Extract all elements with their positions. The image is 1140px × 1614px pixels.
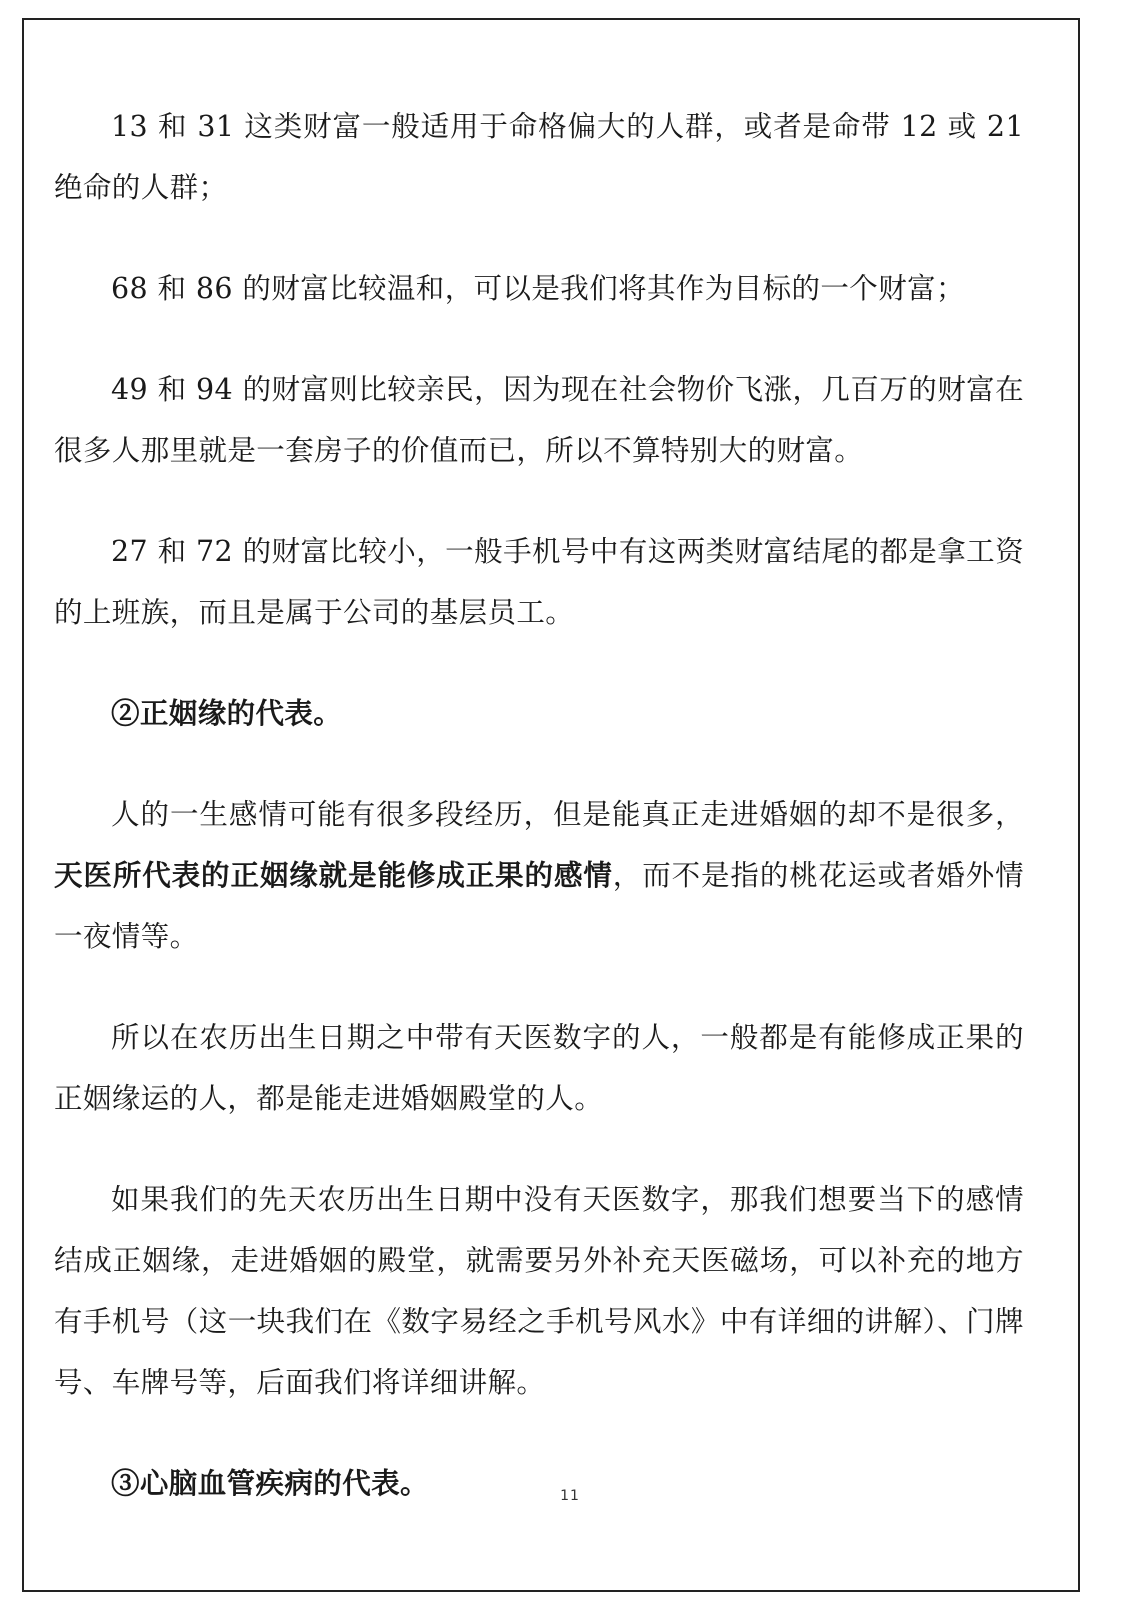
document-body: [54, 96, 1024, 1554]
paragraph-marriage-text-before: 人的一生感情可能有很多段经历，但是能真正走进婚姻的却不是很多，: [111, 798, 1024, 831]
paragraph-marriage: [54, 784, 1024, 967]
paragraph-wealth-49-94: 49 和 94 的财富则比较亲民，因为现在社会物价飞涨，几百万的财富在很多人那里就是一套房子的价值而已，所以不算特别大的财富。: [54, 373, 1024, 467]
paragraph-marriage-text-after: ，而不是指的桃花运或者婚外情一夜情等。: [54, 859, 1024, 953]
paragraph-wealth-27-72: 27 和 72 的财富比较小，一般手机号中有这两类财富结尾的都是拿工资的上班族，而且是属于公司的基层员工。: [54, 535, 1024, 629]
section-heading-marriage: ②正姻缘的代表。: [111, 696, 343, 730]
paragraph-marriage-emphasis: 天医所代表的正姻缘就是能修成正果的感情: [54, 858, 613, 892]
paragraph-supplement-tianyi: 如果我们的先天农历出生日期中没有天医数字，那我们想要当下的感情结成正姻缘，走进婚姻的殿堂，就需要另外补充天医磁场，可以补充的地方有手机号（这一块我们在《数字易经之手机号风水》中有详细的讲解）、门牌号、车牌号等，后面我们将详细讲解。: [54, 1183, 1024, 1399]
section-heading-cardiovascular: ③心脑血管疾病的代表。: [111, 1466, 429, 1500]
paragraph-wealth-13-31: 13 和 31 这类财富一般适用于命格偏大的人群，或者是命带 12 或 21 绝命的人群；: [54, 110, 1024, 204]
paragraph-lunar-birthdate: 所以在农历出生日期之中带有天医数字的人，一般都是有能修成正果的正姻缘运的人，都是能走进婚姻殿堂的人。: [54, 1021, 1024, 1115]
paragraph-wealth-68-86: 68 和 86 的财富比较温和，可以是我们将其作为目标的一个财富；: [111, 272, 965, 305]
page-number: 11: [560, 1488, 580, 1504]
